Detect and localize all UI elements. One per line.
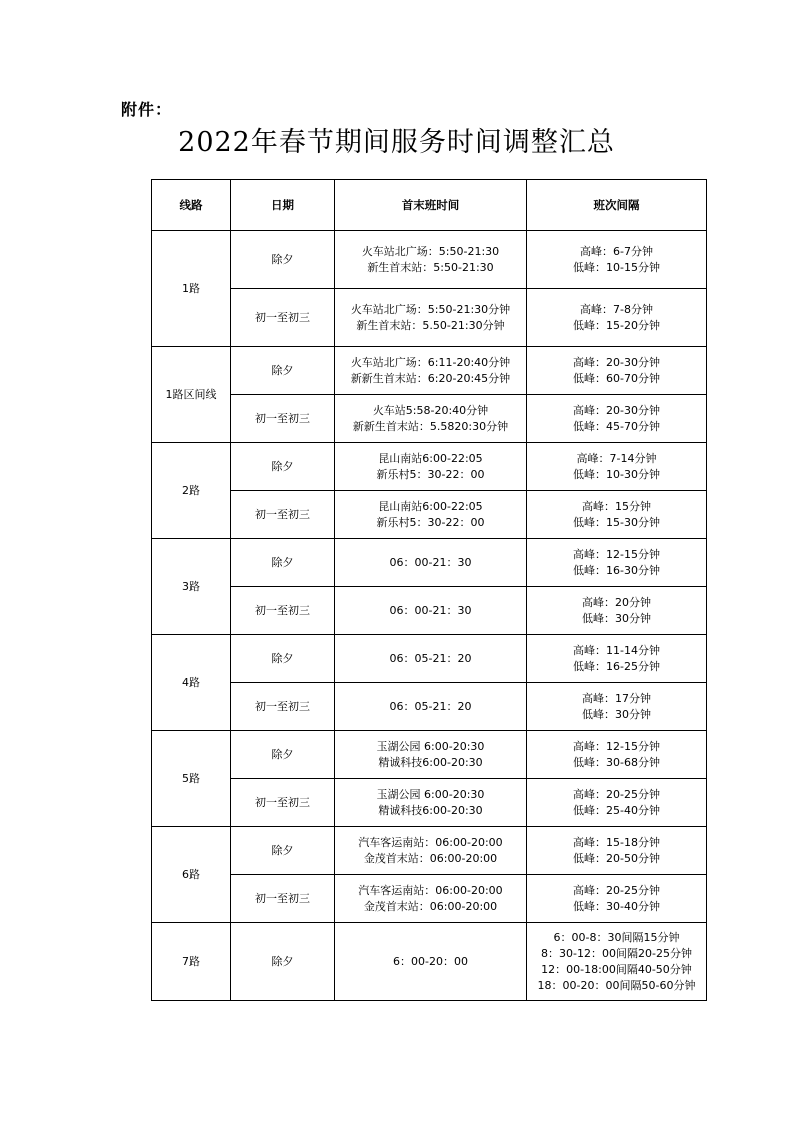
table-row [152,231,707,289]
date-cell: 初一至初三 [231,395,335,443]
interval-line: 低峰：45-70分钟 [573,419,660,433]
time-line: 玉湖公园 6:00-20:30 [376,739,485,753]
interval-line: 高峰：20-30分钟 [573,355,660,369]
header-interval: 班次间隔 [527,180,707,231]
date-cell: 除夕 [231,731,335,779]
time-line: 火车站北广场：5:50-21:30分钟 [350,302,511,316]
table-row [152,827,707,875]
first-last-time-cell [335,395,527,443]
table-row [152,875,707,923]
table-row [152,491,707,539]
interval-line: 6：00-8：30间隔15分钟 [553,930,680,944]
time-line: 精诚科技6:00-20:30 [378,803,483,817]
interval-line: 高峰：7-14分钟 [576,451,657,465]
interval-cell [527,635,707,683]
time-line: 6：00-20：00 [393,954,468,968]
first-last-time-cell [335,587,527,635]
time-line: 新生首末站：5.50-21:30分钟 [356,318,505,332]
interval-line: 低峰：30分钟 [582,611,651,625]
interval-line: 低峰：25-40分钟 [573,803,660,817]
table-row [152,587,707,635]
time-line: 金茂首末站：06:00-20:00 [363,851,498,865]
date-cell: 除夕 [231,827,335,875]
interval-cell [527,395,707,443]
time-line: 新生首末站：5:50-21:30 [367,260,494,274]
route-name-cell: 2路 [152,443,231,539]
schedule-body [152,231,707,1001]
time-line: 金茂首末站：06:00-20:00 [363,899,498,913]
time-line: 新新生首末站：6:20-20:45分钟 [350,371,511,385]
time-line: 汽车客运南站：06:00-20:00 [358,835,503,849]
interval-line: 18：00-20：00间隔50-60分钟 [537,978,696,992]
route-name-cell: 7路 [152,923,231,1001]
route-name-cell: 4路 [152,635,231,731]
first-last-time-cell [335,539,527,587]
date-cell: 初一至初三 [231,491,335,539]
date-cell: 初一至初三 [231,875,335,923]
table-header-row [152,180,707,231]
interval-cell [527,539,707,587]
first-last-time-cell [335,443,527,491]
interval-cell [527,443,707,491]
interval-line: 低峰：30分钟 [582,707,651,721]
route-name-cell: 1路 [152,231,231,347]
table-row [152,731,707,779]
interval-line: 高峰：12-15分钟 [573,547,660,561]
table-row [152,395,707,443]
attachment-label: 附件： [121,100,173,119]
interval-line: 低峰：30-68分钟 [573,755,660,769]
interval-cell [527,231,707,289]
time-line: 汽车客运南站：06:00-20:00 [358,883,503,897]
route-name-cell: 5路 [152,731,231,827]
interval-cell [527,875,707,923]
date-cell: 初一至初三 [231,779,335,827]
interval-cell [527,923,707,1001]
table-row [152,923,707,1001]
date-cell: 除夕 [231,635,335,683]
interval-cell [527,827,707,875]
date-cell: 除夕 [231,347,335,395]
time-line: 火车站5:58-20:40分钟 [372,403,489,417]
interval-cell [527,289,707,347]
table-row [152,635,707,683]
schedule-table [151,179,707,1001]
time-line: 06：00-21：30 [389,603,472,617]
first-last-time-cell [335,635,527,683]
date-cell: 初一至初三 [231,289,335,347]
first-last-time-cell [335,923,527,1001]
interval-line: 低峰：10-30分钟 [573,467,660,481]
first-last-time-cell [335,827,527,875]
time-line: 06：05-21：20 [389,699,472,713]
first-last-time-cell [335,289,527,347]
time-line: 新乐村5：30-22：00 [376,515,485,529]
interval-line: 高峰：12-15分钟 [573,739,660,753]
date-cell: 除夕 [231,443,335,491]
table-row [152,443,707,491]
time-line: 火车站北广场：5:50-21:30 [361,244,500,258]
interval-line: 低峰：60-70分钟 [573,371,660,385]
table-row [152,779,707,827]
date-cell: 初一至初三 [231,587,335,635]
interval-line: 高峰：6-7分钟 [580,244,653,258]
date-cell: 除夕 [231,231,335,289]
header-route: 线路 [152,180,231,231]
interval-line: 高峰：11-14分钟 [573,643,660,657]
first-last-time-cell [335,731,527,779]
interval-cell [527,731,707,779]
table-row [152,347,707,395]
header-date: 日期 [231,180,335,231]
time-line: 06：00-21：30 [389,555,472,569]
time-line: 昆山南站6:00-22:05 [378,451,483,465]
interval-line: 高峰：7-8分钟 [580,302,653,316]
table-row [152,683,707,731]
interval-line: 8：30-12：00间隔20-25分钟 [541,946,692,960]
interval-line: 低峰：16-30分钟 [573,563,660,577]
time-line: 06：05-21：20 [389,651,472,665]
interval-line: 低峰：15-30分钟 [573,515,660,529]
interval-line: 低峰：10-15分钟 [573,260,660,274]
interval-line: 高峰：17分钟 [582,691,651,705]
interval-line: 低峰：16-25分钟 [573,659,660,673]
first-last-time-cell [335,875,527,923]
first-last-time-cell [335,779,527,827]
table-row [152,289,707,347]
page-title: 2022年春节期间服务时间调整汇总 [178,127,615,158]
interval-line: 高峰：20分钟 [582,595,651,609]
time-line: 新新生首末站：5.5820:30分钟 [352,419,509,433]
interval-cell [527,683,707,731]
route-name-cell: 6路 [152,827,231,923]
first-last-time-cell [335,683,527,731]
route-name-cell: 3路 [152,539,231,635]
first-last-time-cell [335,347,527,395]
interval-line: 12：00-18:00间隔40-50分钟 [541,962,692,976]
time-line: 昆山南站6:00-22:05 [378,499,483,513]
interval-cell [527,491,707,539]
interval-line: 低峰：20-50分钟 [573,851,660,865]
interval-line: 高峰：20-30分钟 [573,403,660,417]
interval-line: 低峰：15-20分钟 [573,318,660,332]
interval-line: 高峰：20-25分钟 [573,787,660,801]
interval-line: 高峰：20-25分钟 [573,883,660,897]
time-line: 新乐村5：30-22：00 [376,467,485,481]
first-last-time-cell [335,231,527,289]
interval-cell [527,587,707,635]
header-first-last-time: 首末班时间 [335,180,527,231]
interval-cell [527,779,707,827]
time-line: 火车站北广场：6:11-20:40分钟 [350,355,511,369]
date-cell: 初一至初三 [231,683,335,731]
interval-line: 高峰：15-18分钟 [573,835,660,849]
interval-line: 高峰：15分钟 [582,499,651,513]
interval-cell [527,347,707,395]
time-line: 精诚科技6:00-20:30 [378,755,483,769]
interval-line: 低峰：30-40分钟 [573,899,660,913]
first-last-time-cell [335,491,527,539]
time-line: 玉湖公园 6:00-20:30 [376,787,485,801]
date-cell: 除夕 [231,923,335,1001]
table-row [152,539,707,587]
date-cell: 除夕 [231,539,335,587]
route-name-cell: 1路区间线 [152,347,231,443]
